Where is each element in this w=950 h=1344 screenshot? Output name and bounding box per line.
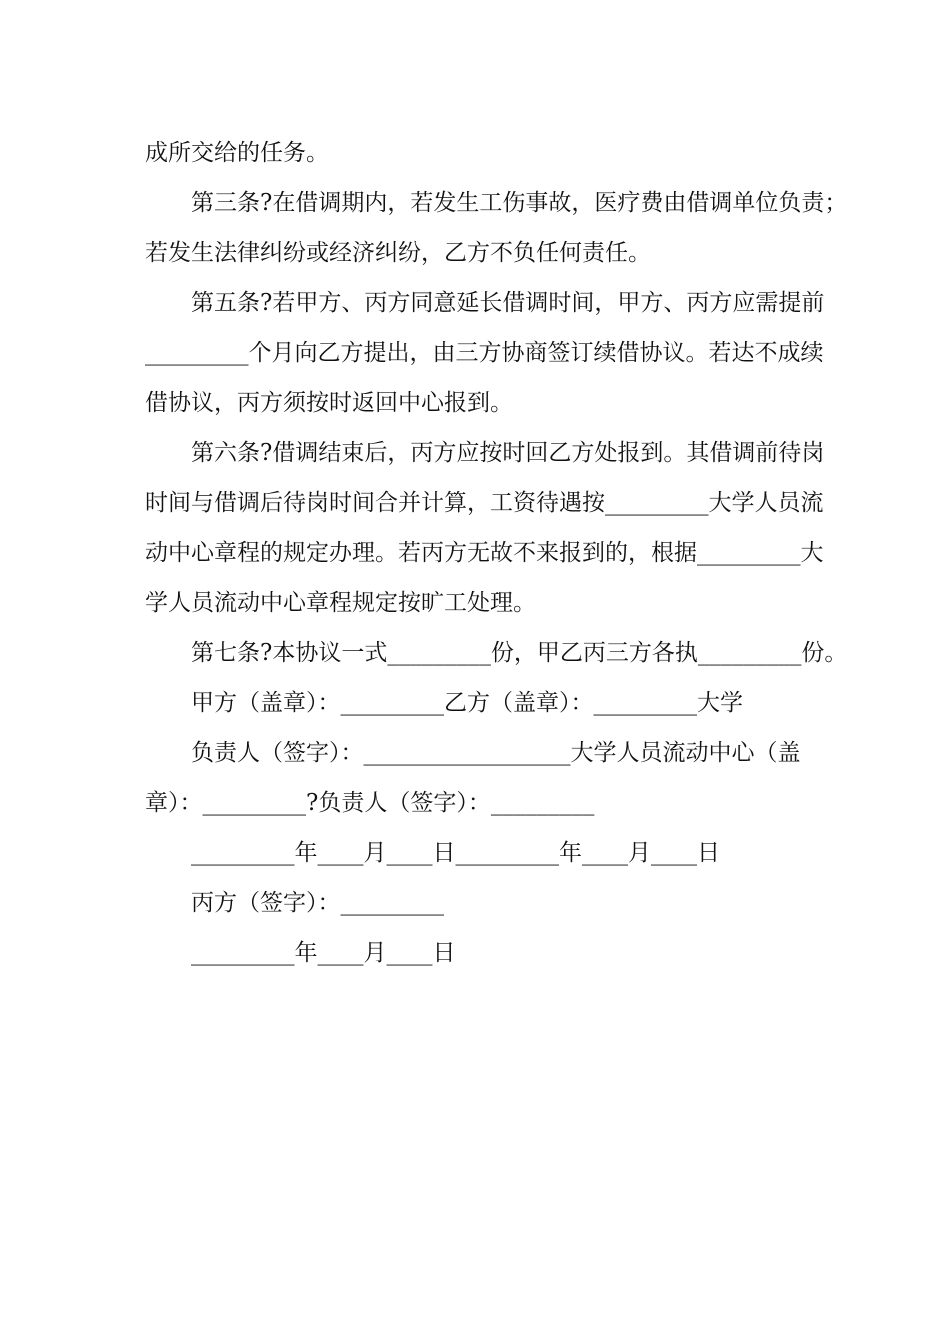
text-line: 时间与借调后待岗时间合并计算，工资待遇按_________大学人员流 [145, 490, 824, 516]
party-a-b-seal-line: 甲方（盖章）：_________乙方（盖章）：_________大学 [191, 690, 743, 716]
article-five-line: 第五条?若甲方、丙方同意延长借调时间，甲方、丙方应需提前 [191, 290, 825, 316]
date-line: _________年____月____日_________年____月____日 [191, 840, 720, 866]
party-c-signature-line: 丙方（签字）：_________ [191, 890, 444, 916]
article-three-line: 第三条?在借调期内，若发生工伤事故，医疗费由借调单位负责； [191, 190, 848, 216]
text-line: 若发生法律纠纷或经济纠纷，乙方不负任何责任。 [145, 240, 651, 266]
signatory-line: 负责人（签字）：__________________大学人员流动中心（盖 [191, 740, 801, 766]
signatory-continued-line: 章）：_________?负责人（签字）：_________ [145, 790, 595, 816]
text-line: _________个月向乙方提出，由三方协商签订续借协议。若达不成续 [145, 340, 824, 366]
article-six-line: 第六条?借调结束后，丙方应按时回乙方处报到。其借调前待岗 [191, 440, 825, 466]
party-c-date-line: _________年____月____日 [191, 940, 456, 966]
agreement-body [145, 128, 848, 978]
text-line: 借协议，丙方须按时返回中心报到。 [145, 390, 513, 416]
text-line: 学人员流动中心章程规定按旷工处理。 [145, 590, 536, 616]
article-seven-line: 第七条?本协议一式_________份，甲乙丙三方各执_________份。 [191, 640, 848, 666]
text-line: 动中心章程的规定办理。若丙方无故不来报到的，根据_________大 [145, 540, 824, 566]
text-line: 成所交给的任务。 [145, 140, 329, 166]
